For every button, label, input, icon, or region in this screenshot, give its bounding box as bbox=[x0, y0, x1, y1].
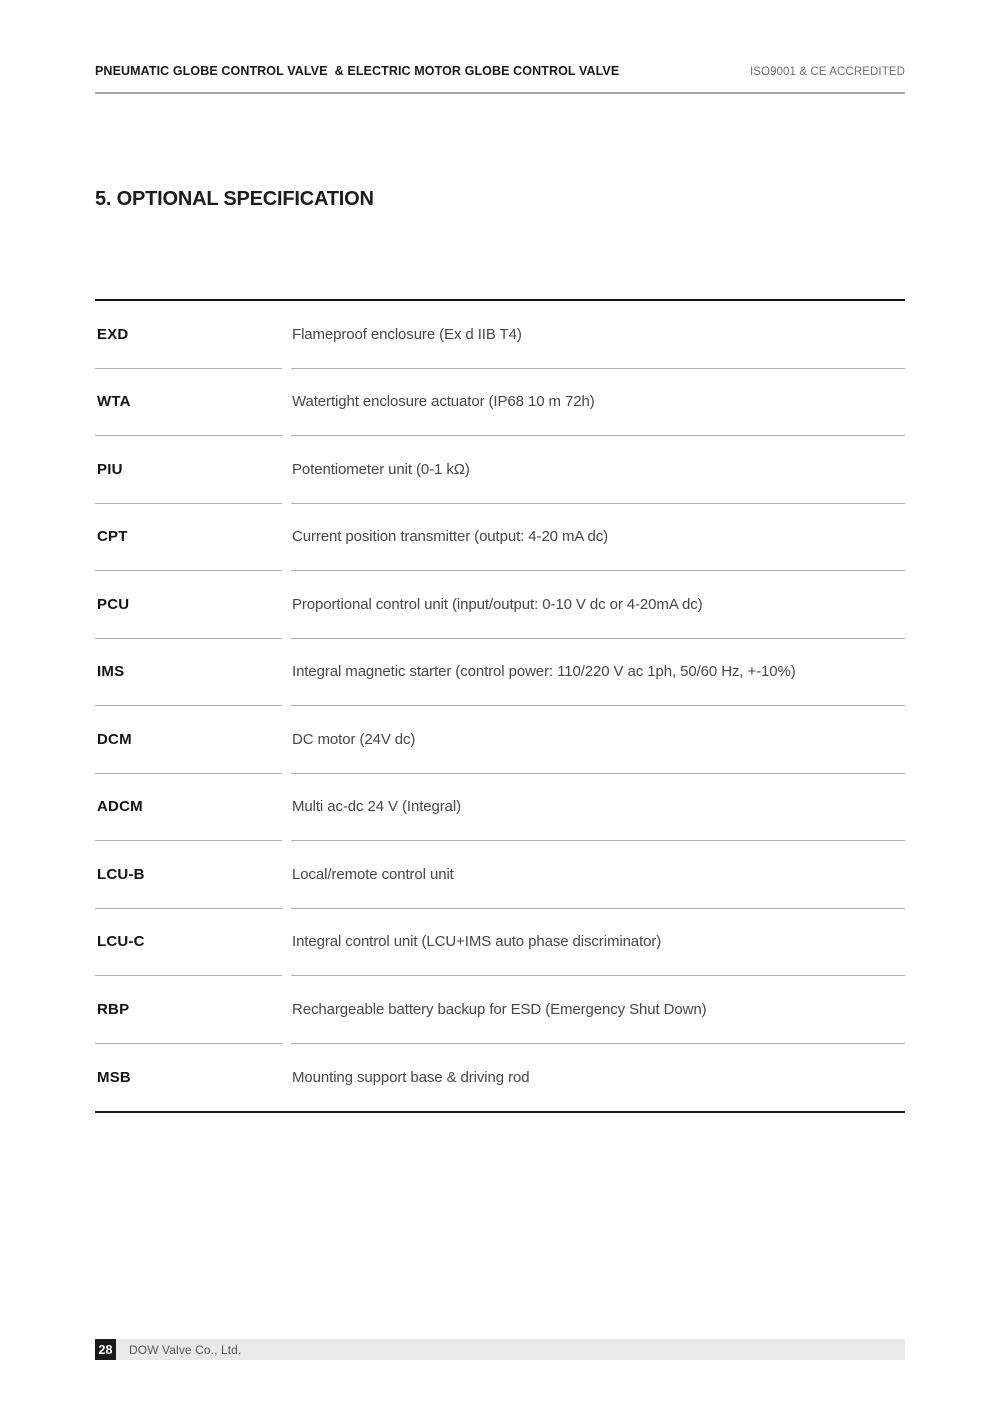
spec-description: Current position transmitter (output: 4-20 mA dc) bbox=[291, 504, 905, 572]
table-row bbox=[95, 774, 905, 842]
optional-specification-table bbox=[95, 299, 905, 1113]
accreditation-label: ISO9001 & CE ACCREDITED bbox=[749, 66, 905, 78]
page-number-badge: 28 bbox=[95, 1339, 116, 1360]
page-footer bbox=[95, 1339, 905, 1360]
spec-code: RBP bbox=[95, 976, 282, 1044]
spec-code: IMS bbox=[95, 639, 282, 707]
spec-description: Integral control unit (LCU+IMS auto phase discriminator) bbox=[291, 909, 905, 977]
spec-description: Proportional control unit (input/output: 0-10 V dc or 4-20mA dc) bbox=[291, 571, 905, 639]
company-name: DOW Valve Co., Ltd. bbox=[129, 1342, 242, 1357]
table-row bbox=[95, 369, 905, 437]
spec-code: WTA bbox=[95, 369, 282, 437]
header-title: PNEUMATIC GLOBE CONTROL VALVE & ELECTRIC MOTOR GLOBE CONTROL VALVE bbox=[95, 64, 620, 78]
table-row bbox=[95, 976, 905, 1044]
spec-description: Mounting support base & driving rod bbox=[292, 1068, 530, 1086]
footer-bar bbox=[116, 1339, 905, 1360]
table-row bbox=[95, 571, 905, 639]
table-row bbox=[95, 639, 905, 707]
spec-description: Potentiometer unit (0-1 kΩ) bbox=[291, 436, 905, 504]
table-row bbox=[95, 436, 905, 504]
header-divider bbox=[95, 92, 905, 94]
spec-code: PIU bbox=[95, 436, 282, 504]
page-header bbox=[95, 64, 905, 78]
table-row bbox=[95, 1044, 905, 1112]
spec-description: Rechargeable battery backup for ESD (Emergency Shut Down) bbox=[291, 976, 905, 1044]
table-row bbox=[95, 706, 905, 774]
spec-description: Integral magnetic starter (control power: 110/220 V ac 1ph, 50/60 Hz, +-10%) bbox=[291, 639, 905, 707]
spec-description: Local/remote control unit bbox=[291, 841, 905, 909]
page-title: 5. OPTIONAL SPECIFICATION bbox=[95, 188, 374, 210]
spec-code: DCM bbox=[95, 706, 282, 774]
spec-code: EXD bbox=[95, 301, 282, 369]
spec-description: Watertight enclosure actuator (IP68 10 m 72h) bbox=[291, 369, 905, 437]
spec-description: Multi ac-dc 24 V (Integral) bbox=[291, 774, 905, 842]
table-row bbox=[95, 841, 905, 909]
spec-code: ADCM bbox=[95, 774, 282, 842]
table-row bbox=[95, 301, 905, 369]
spec-description: DC motor (24V dc) bbox=[291, 706, 905, 774]
spec-code: LCU-B bbox=[95, 841, 282, 909]
table-row bbox=[95, 504, 905, 572]
spec-code: LCU-C bbox=[95, 909, 282, 977]
spec-code: MSB bbox=[97, 1068, 131, 1086]
spec-description: Flameproof enclosure (Ex d IIB T4) bbox=[291, 301, 905, 369]
spec-code: PCU bbox=[95, 571, 282, 639]
spec-code: CPT bbox=[95, 504, 282, 572]
table-row bbox=[95, 909, 905, 977]
